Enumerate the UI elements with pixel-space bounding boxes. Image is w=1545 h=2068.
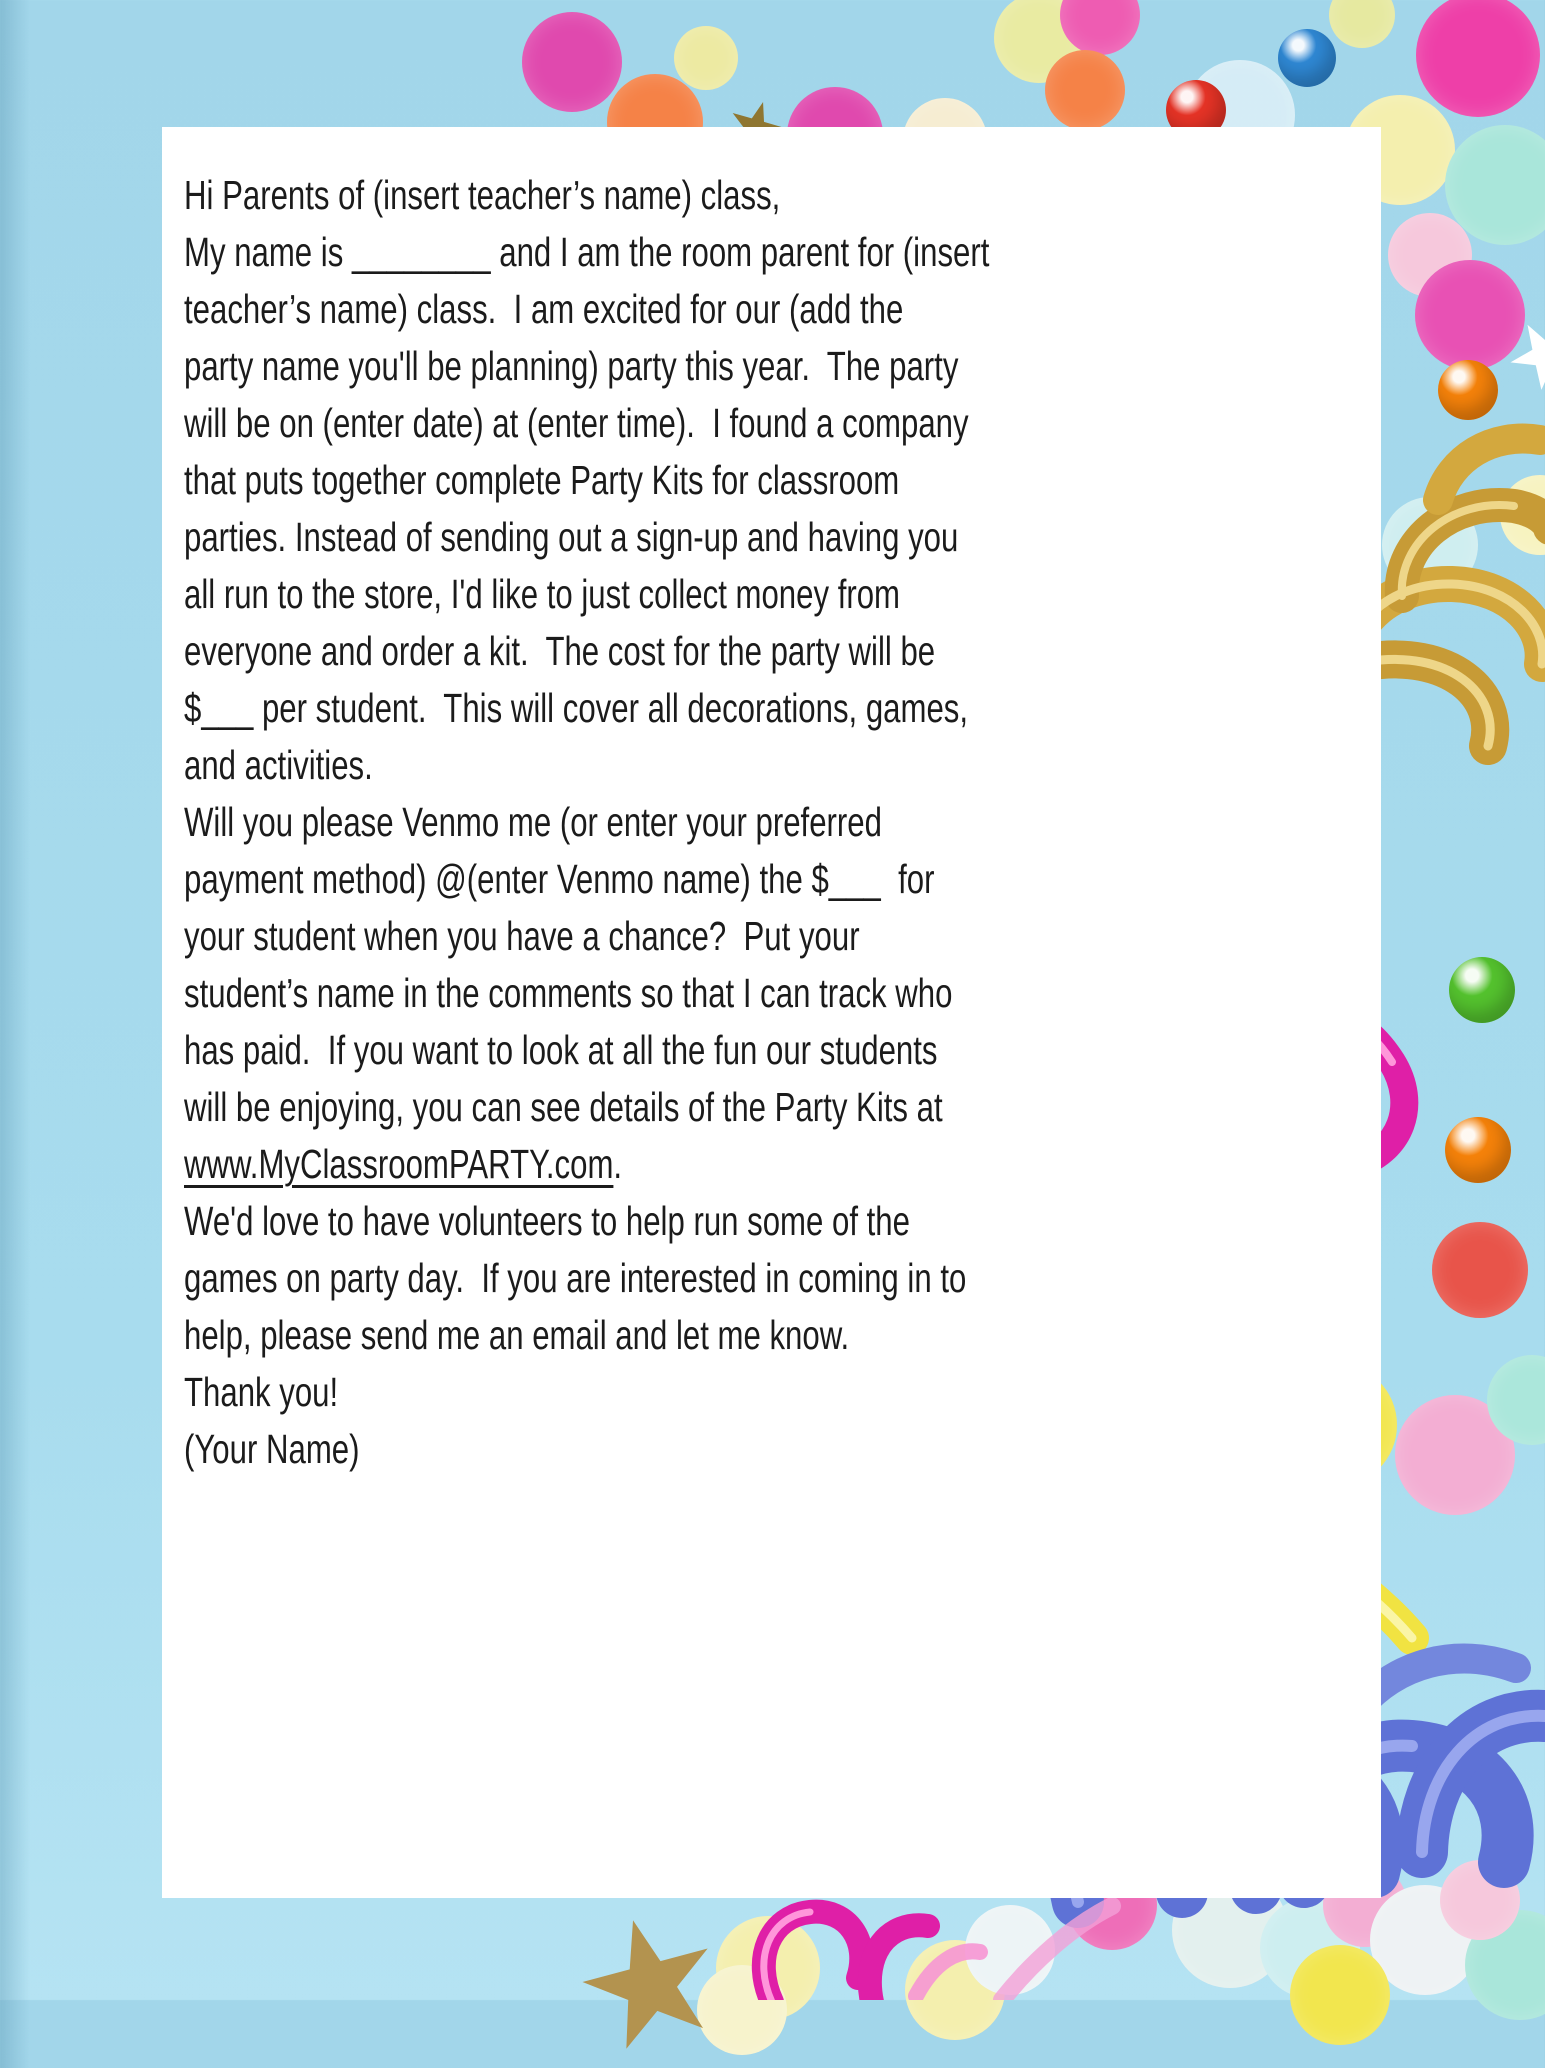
url-period: . [613, 1141, 623, 1187]
paragraph-line: payment method) @(enter Venmo name) the $___ for [184, 856, 935, 902]
candy-dot [1438, 360, 1498, 420]
confetti-circle [1060, 0, 1140, 55]
confetti-circle [1416, 0, 1540, 117]
paragraph-line: teacher’s name) class. I am excited for our (add the [184, 286, 904, 332]
confetti-circle [1290, 1945, 1390, 2045]
candy-dot [1449, 957, 1515, 1023]
paragraph-line: party name you'll be planning) party this year. The party [184, 343, 959, 389]
paragraph-line: student’s name in the comments so that I can track who [184, 970, 953, 1016]
confetti-circle [1045, 50, 1125, 130]
letter-greeting [184, 167, 1066, 224]
letter-closing [184, 1364, 1066, 1421]
paragraph-line: Will you please Venmo me (or enter your preferred [184, 799, 882, 845]
paragraph-line: will be enjoying, you can see details of the Party Kits at [184, 1084, 943, 1130]
paragraph-line: your student when you have a chance? Put your [184, 913, 860, 959]
confetti-circle [1465, 1910, 1545, 2020]
paragraph-line: that puts together complete Party Kits for classroom [184, 457, 900, 503]
confetti-circle [1415, 260, 1525, 370]
confetti-circle [716, 1916, 820, 2020]
paragraph-line: My name is ________ and I am the room parent for (insert [184, 229, 990, 275]
letter-card [162, 127, 1381, 1898]
paragraph-line: $___ per student. This will cover all decorations, games, [184, 685, 969, 731]
paragraph-line: parties. Instead of sending out a sign-up and having you [184, 514, 959, 560]
confetti-circle [522, 12, 622, 112]
confetti-circle [1388, 213, 1472, 297]
paragraph-line: and activities. [184, 742, 373, 788]
paragraph-volunteers [184, 1193, 1066, 1364]
paragraph-intro [184, 224, 1066, 794]
greeting-line: Hi Parents of (insert teacher’s name) class, [184, 172, 781, 218]
confetti-circle [1260, 1898, 1360, 1998]
candy-dot [1278, 29, 1336, 87]
letter-signature [184, 1421, 1066, 1478]
confetti-circle [1445, 125, 1545, 245]
url-line [184, 1136, 1066, 1193]
paragraph-line: all run to the store, I'd like to just collect money from [184, 571, 901, 617]
star-confetti [567, 1902, 732, 2067]
confetti-circle [965, 1905, 1055, 1995]
confetti-circle [1500, 475, 1545, 555]
closing-line: Thank you! [184, 1369, 339, 1415]
confetti-circle [905, 1940, 1005, 2040]
confetti-circle [1395, 1395, 1515, 1515]
paragraph-line: We'd love to have volunteers to help run some of the [184, 1198, 910, 1244]
paragraph-line: help, please send me an email and let me know. [184, 1312, 850, 1358]
confetti-circle [1487, 1355, 1545, 1445]
classroom-party-link[interactable]: www.MyClassroomPARTY.com [184, 1141, 614, 1187]
confetti-circle [674, 26, 738, 90]
magenta-streamer-bottom [764, 1906, 1112, 2000]
confetti-circle [697, 1965, 787, 2055]
confetti-circle [1440, 1860, 1520, 1940]
paragraph-payment [184, 794, 1066, 1193]
paragraph-line: has paid. If you want to look at all the fun our students [184, 1027, 938, 1073]
signature-line: (Your Name) [184, 1426, 360, 1472]
paragraph-line: will be on (enter date) at (enter time). I found a company [184, 400, 969, 446]
paragraph-line: everyone and order a kit. The cost for the party will be [184, 628, 936, 674]
letter-body [184, 167, 1066, 1478]
confetti-circle [1382, 497, 1478, 593]
candy-dot [1445, 1117, 1511, 1183]
star-confetti [1497, 307, 1545, 403]
confetti-circle [994, 0, 1084, 83]
confetti-circle [1432, 1222, 1528, 1318]
confetti-circle [1370, 1885, 1480, 1995]
paragraph-line: games on party day. If you are interested in coming in to [184, 1255, 967, 1301]
confetti-circle [1329, 0, 1395, 48]
